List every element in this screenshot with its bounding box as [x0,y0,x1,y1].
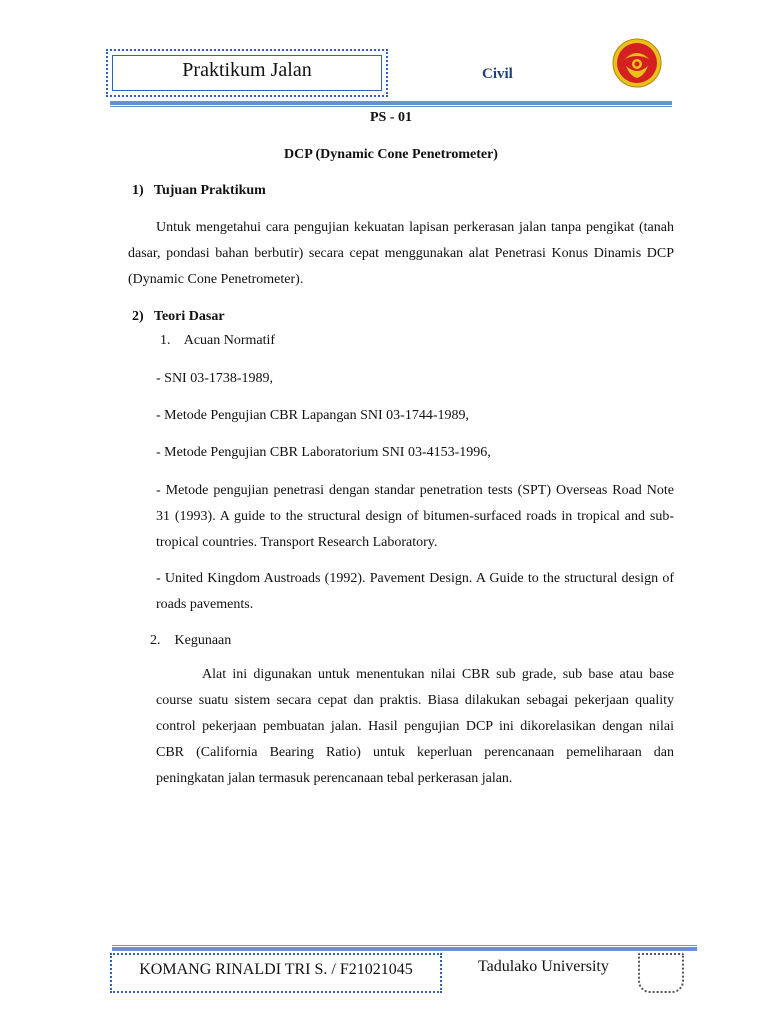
reference-item: - SNI 03-1738-1989, [156,371,274,386]
university-seal-icon [612,38,662,88]
section-heading-objective: 1) Tujuan Praktikum [132,183,266,198]
footer-university: Tadulako University [478,958,609,975]
reference-item: - Metode Pengujian CBR Laboratorium SNI 03-4153-1996, [156,445,491,460]
document-title: DCP (Dynamic Cone Penetrometer) [284,147,498,162]
reference-item: - Metode Pengujian CBR Lapangan SNI 03-1744-1989, [156,408,470,423]
header-title: Praktikum Jalan [182,59,312,81]
subsection-heading-references: 1. Acuan Normatif [160,333,276,348]
header-department: Civil [482,66,513,82]
footer-rule [112,947,697,951]
footer-rule-thin [112,945,697,946]
reference-item: - United Kingdom Austroads (1992). Pavement Design. A Guide to the structural design of roads pavements. [156,571,674,612]
footer-page-number-frame [638,953,684,993]
header-title-frame [106,49,388,97]
section-heading-theory: 2) Teori Dasar [132,309,225,324]
subsection-heading-usage: 2. Kegunaan [150,633,232,648]
footer-author: KOMANG RINALDI TRI S. / F21021045 [139,961,413,978]
usage-paragraph: Alat ini digunakan untuk menentukan nilai CBR sub grade, sub base atau base course suatu sistem secara cepat dan praktis. Biasa dilakukan sebagai pekerjaan quality control pekerjaan pembuatan jalan. Hasil pengujian DCP ini dikorelasikan dengan nilai CBR (California Bearing Ratio) untuk keperluan perencanaan pemeliharaan dan peningkatan jalan termasuk perencanaan tebal perkerasan jalan. [156,667,674,786]
footer-author-frame [110,953,442,993]
document-code: PS - 01 [370,110,412,125]
objective-paragraph: Untuk mengetahui cara pengujian kekuatan lapisan perkerasan jalan tanpa pengikat (tanah dasar, pondasi bahan berbutir) secara cepat menggunakan alat Penetrasi Konus Dinamis DCP (Dynamic Cone Penetrometer). [128,220,674,287]
reference-item: - Metode pengujian penetrasi dengan standar penetration tests (SPT) Overseas Road Note 31 (1993). A guide to the structural design of bitumen-surfaced roads in tropical and sub-tropical countries. Transport Research Laboratory. [156,483,674,550]
